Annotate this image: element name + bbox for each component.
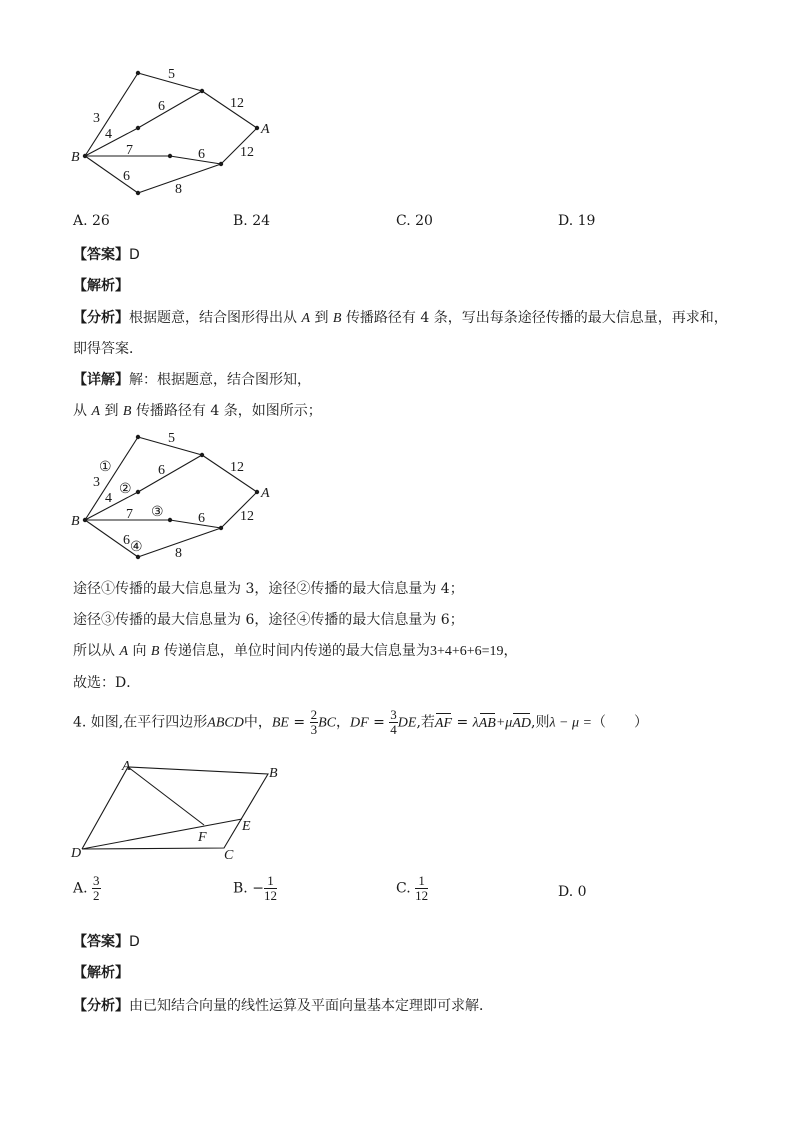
answer-value: D [129, 247, 140, 263]
answer-tag: 【答案】 [73, 934, 129, 950]
q4-analysis-line: 【分析】由已知结合向量的线性运算及平面向量基本定理即可求解． [73, 998, 493, 1014]
option-d[interactable]: D. 0 [558, 884, 587, 900]
edge-weight: 6 [123, 169, 130, 184]
fenxi-tag: 【分析】 [73, 998, 129, 1014]
vertex-c: C [224, 848, 234, 863]
answer-tag: 【答案】 [73, 247, 129, 263]
q4-stem: 4. 如图,在平行四边形ABCD中，BE = $\frac{2}{3}$ BC，DF = $\frac{3}{4}$ DE,若AF = λAB+μAD,则λ − μ =（ ） [73, 707, 648, 737]
edge-weight: 6 [158, 463, 165, 478]
edge-weight: 6 [123, 533, 130, 548]
xiangjie-tag: 【详解】 [73, 372, 129, 388]
node-label-a: A [261, 486, 270, 501]
edge-weight: 4 [105, 127, 112, 142]
q4-answer-line [73, 931, 140, 951]
sum-line: 所以从 A 向 B 传递信息，单位时间内传递的最大信息量为3+4+6+6=19， [73, 643, 518, 659]
parallelogram-figure [64, 753, 294, 865]
answer-line [73, 244, 140, 264]
option-a[interactable]: A. 26 [73, 213, 110, 229]
edge-weight: 3 [93, 111, 100, 126]
edge-weight: 8 [175, 182, 182, 197]
edge-weight: 12 [230, 96, 244, 111]
network-figure-1 [60, 62, 290, 202]
edge-weight: 6 [158, 99, 165, 114]
edge-weight: 4 [105, 491, 112, 506]
option-c[interactable]: C. $\frac{1}{12}$ [396, 873, 429, 903]
edge-weight: 6 [198, 147, 205, 162]
path-marker-3: ③ [151, 505, 164, 520]
detail-line: 【详解】解：根据题意，结合图形知， [73, 372, 311, 388]
edge-weight: 7 [126, 507, 133, 522]
edge-weight: 6 [198, 511, 205, 526]
option-b[interactable]: B. − $\frac{1}{12}$ [233, 873, 277, 903]
option-a[interactable]: A. $\frac{3}{2}$ [73, 873, 100, 903]
choice-line: 故选：D． [73, 675, 141, 691]
vertex-a: A [122, 759, 131, 774]
node-label-b: B [71, 514, 80, 529]
path-marker-2: ② [119, 482, 132, 497]
edge-weight: 5 [168, 431, 175, 446]
path-marker-1: ① [99, 460, 112, 475]
analysis-line-1: 【分析】根据题意，结合图形得出从 A 到 B 传播路径有 4 条，写出每条途径传播的最大信息量，再求和， [73, 310, 728, 326]
node-label-b: B [71, 150, 80, 165]
edge-weight: 12 [230, 460, 244, 475]
edge-weight: 8 [175, 546, 182, 561]
edge-weight: 5 [168, 67, 175, 82]
edge-weight: 7 [126, 143, 133, 158]
option-c[interactable]: C. 20 [396, 213, 433, 229]
node-label-a: A [261, 122, 270, 137]
edge-weight: 3 [93, 475, 100, 490]
option-d[interactable]: D. 19 [558, 213, 596, 229]
answer-value: D [129, 934, 140, 950]
fenxi-tag: 【分析】 [73, 310, 129, 326]
network-figure-2 [60, 426, 290, 566]
analysis-line-2: 即得答案． [73, 341, 143, 357]
point-f: F [198, 830, 207, 845]
edge-weight: 12 [240, 145, 254, 160]
paths-line: 从 A 到 B 传播路径有 4 条，如图所示； [73, 403, 322, 419]
path-marker-4: ④ [130, 540, 143, 555]
jiexi-tag: 【解析】 [73, 278, 129, 294]
point-e: E [242, 819, 251, 834]
option-b[interactable]: B. 24 [233, 213, 271, 229]
vertex-d: D [71, 846, 82, 861]
path-line-1: 途径①传播的最大信息量为 3，途径②传播的最大信息量为 4； [73, 581, 464, 597]
vertex-b: B [269, 766, 278, 781]
q4-jiexi-tag: 【解析】 [73, 965, 129, 981]
path-line-2: 途径③传播的最大信息量为 6，途径④传播的最大信息量为 6； [73, 612, 464, 628]
edge-weight: 12 [240, 509, 254, 524]
